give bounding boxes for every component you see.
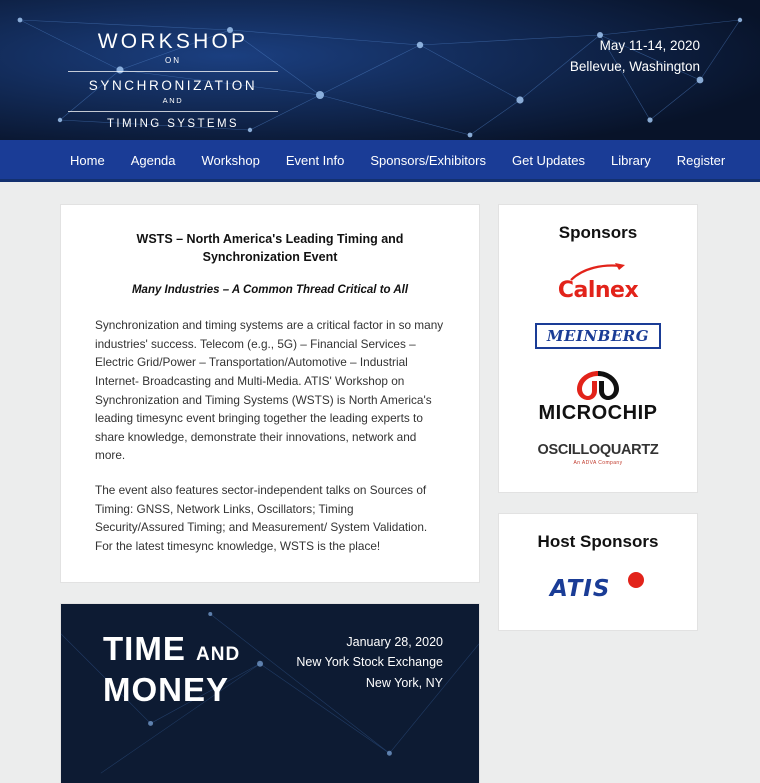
event-details	[570, 36, 700, 78]
microchip-mark-icon	[571, 369, 625, 403]
promo-city: New York, NY	[365, 675, 443, 690]
nav-item-get-updates[interactable]: Get Updates	[511, 153, 585, 168]
page-content	[30, 182, 730, 783]
nav-item-workshop[interactable]: Workshop	[201, 153, 260, 168]
page-subtitle: Many Industries – A Common Thread Critical to All	[131, 284, 409, 296]
logo-divider-bottom	[68, 111, 278, 112]
logo-line-workshop: WORKSHOP	[97, 30, 249, 53]
sidebar	[498, 204, 698, 631]
promo-headline-and: AND	[196, 643, 241, 665]
promo-headline	[103, 628, 240, 711]
promo-details	[296, 632, 443, 694]
sponsors-panel	[498, 204, 698, 493]
page-title: WSTS – North America's Leading Timing and Synchronization Event	[136, 232, 404, 264]
logo-divider-top	[68, 71, 278, 72]
nav-item-register[interactable]: Register	[676, 153, 726, 168]
calnex-wordmark: Calnex	[557, 278, 639, 303]
main-navigation[interactable]	[0, 140, 760, 182]
hero-banner	[0, 0, 760, 140]
nav-item-sponsors-exhibitors[interactable]: Sponsors/Exhibitors	[370, 153, 486, 168]
intro-paragraph-2: The event also features sector-independent talks on Sources of Timing: GNSS, Network Links, Oscillators; Timing Security/Assured Timing; and Measurement/ System Validation. For the latest timesync knowledge, WSTS is the place!	[95, 483, 428, 553]
microchip-wordmark: MICROCHIP	[538, 402, 658, 424]
atis-wordmark: ATIS	[550, 575, 611, 602]
sponsor-logo-oscilloquartz[interactable]	[511, 443, 685, 466]
logo-line-and: AND	[162, 96, 184, 106]
sponsor-logo-meinberg[interactable]	[511, 323, 685, 349]
event-location: Bellevue, Washington	[569, 58, 700, 74]
logo-line-on: ON	[165, 56, 181, 66]
sponsor-logo-calnex[interactable]	[511, 261, 685, 303]
oscilloquartz-tagline: An ADVA Company	[573, 459, 623, 466]
nav-item-event-info[interactable]: Event Info	[285, 153, 345, 168]
oscilloquartz-wordmark: OSCILLOQUARTZ	[537, 442, 659, 458]
promo-venue: New York Stock Exchange	[296, 655, 443, 670]
sponsor-logo-microchip[interactable]	[511, 369, 685, 423]
site-logo[interactable]	[68, 30, 278, 130]
nav-item-home[interactable]: Home	[70, 153, 105, 168]
logo-line-synchronization: SYNCHRONIZATION	[88, 78, 258, 94]
main-column	[60, 204, 480, 783]
sponsors-title: Sponsors	[558, 223, 638, 242]
promo-headline-money: MONEY	[103, 670, 230, 708]
intro-card	[60, 204, 480, 583]
meinberg-wordmark: MEINBERG	[546, 327, 650, 345]
promo-headline-time: TIME	[103, 629, 186, 667]
nav-item-library[interactable]: Library	[610, 153, 651, 168]
atis-dot-icon	[628, 572, 644, 588]
intro-paragraph-1: Synchronization and timing systems are a critical factor in so many industries' success. Telecom (e.g., 5G) – Financial Services – Electric Grid/Power – Transportation/Automotive – Industrial Internet- Broadcasting and Multi-Media. ATIS' Workshop on Synchronization and Timing Systems (WSTS) is North America's leading timesync event bringing together the leading experts to share knowledge, demonstrate their innovations, network and more.	[95, 318, 444, 463]
logo-line-timing-systems: TIMING SYSTEMS	[107, 118, 239, 131]
promo-date: January 28, 2020	[346, 634, 443, 649]
promo-banner[interactable]	[60, 603, 480, 783]
event-dates: May 11-14, 2020	[599, 38, 700, 53]
host-sponsors-panel	[498, 513, 698, 631]
host-sponsor-logo-atis[interactable]	[511, 570, 685, 604]
host-sponsors-title: Host Sponsors	[537, 531, 659, 551]
nav-item-agenda[interactable]: Agenda	[130, 153, 176, 168]
